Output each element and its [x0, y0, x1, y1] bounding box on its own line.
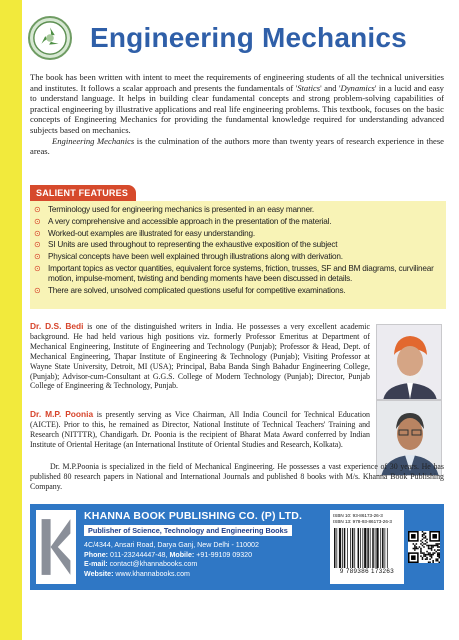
author-name-bedi: Dr. D.S. Bedi — [30, 321, 84, 331]
description-paragraph-2: Engineering Mechanics is the culmination of the authors more than twenty years of research experience in these areas. — [30, 135, 445, 157]
author-extra-poonia: Dr. M.P.Poonia is specialized in the field of Mechanical Engineering. He possesses a vast experience of 30 years. He has published 80 research papers in National and International Journals and published 8 books with M/s. Khanna Book Publishing Company. — [30, 462, 444, 491]
bullet-icon: ⊙ — [34, 228, 41, 238]
book-title: Engineering Mechanics — [90, 22, 407, 53]
bullet-icon: ⊙ — [34, 252, 41, 262]
qr-code — [408, 510, 440, 584]
bullet-icon: ⊙ — [34, 216, 41, 226]
publisher-website: Website: www.khannabooks.com — [84, 569, 190, 578]
recycle-eco-icon — [31, 19, 69, 57]
feature-item: ⊙ A very comprehensive and accessible approach in the presentation of the material. — [34, 216, 332, 226]
k-logo-icon — [38, 513, 74, 581]
feature-item: ⊙ Physical concepts have been well explained through illustrations along with derivation. — [34, 252, 343, 262]
author-photo-bedi — [376, 324, 442, 400]
publisher-block — [30, 504, 444, 590]
publisher-logo — [36, 510, 76, 584]
left-color-band — [0, 0, 22, 640]
salient-features-list — [30, 201, 446, 309]
feature-item: ⊙ Worked-out examples are illustrated for easy understanding. — [34, 228, 255, 238]
description-paragraph-1: The book has been written with intent to meet the requirements of engineering students of all the technical universities and institutes. It follows a scalar approach and presents the fundamentals of 'Statics' and 'Dynamics' in a lucid and easy to understand language. It helps in building clear fundamental concepts and strong problem-solving capabilities of practical engineering by illustrative applications and real life engineering problems. This textbook, focuses on the basic concepts of Engineering Mechanics for providing the fundamental knowledge required for understanding advanced subjects based on mechanics. — [30, 72, 444, 135]
isbn-13: ISBN 13: 978-93-86173-26-3 — [333, 519, 392, 524]
publisher-address: 4C/4344, Ansari Road, Darya Ganj, New Delhi - 110002 — [84, 541, 259, 549]
feature-item: ⊙ Important topics as vector quantities, equivalent force systems, friction, trusses, SF and BM diagrams, curvilinear motion, impulse-moment, twisting and bending moments have been discussed in details. — [34, 263, 434, 284]
publisher-contact — [84, 541, 259, 579]
isbn-10: ISBN 10: 93-86173-26-3 — [333, 513, 383, 518]
barcode-icon — [333, 528, 401, 568]
barcode-number: 9 789386 173263 — [339, 568, 395, 575]
book-description — [30, 72, 444, 157]
qr-code-icon — [408, 531, 440, 563]
isbn-barcode-box — [330, 510, 404, 584]
feature-item: ⊙ There are solved, unsolved complicated questions useful for competitive examinations. — [34, 285, 346, 295]
salient-features-heading: SALIENT FEATURES — [30, 185, 136, 201]
bullet-icon: ⊙ — [34, 205, 41, 214]
publisher-phone: Phone: 011-23244447-48, Mobile: +91-99109 09320 — [84, 550, 253, 559]
bullet-icon: ⊙ — [34, 285, 41, 295]
author-bio-bedi: Dr. D.S. Bedi is one of the distinguished writers in India. He possesses a very excellent academic background. He had held various high positions viz. formerly Professor Emeritus at Department of Mechanical Engineering, Institute of Engineering and Technology (Punjab); Professor & Head, Dept. of Mechanical Engineering, Thapar Institute of Engineering & Technology (Punjab); Visiting Professor at Wayne State University, Detroit, MI (USA); Principal, Baba Banda Singh Bahadur Engineering College, (Punjab); Advisor-cum-Consultant at G.G.S. College of Modern Technology (Punjab); Director, Punjab College of Engineering & Technology, Punjab. — [30, 321, 371, 391]
eco-friendly-logo — [28, 16, 72, 60]
publisher-tagline: Publisher of Science, Technology and Engineering Books — [84, 525, 292, 536]
author-bio-poonia: Dr. M.P. Poonia is presently serving as Vice Chairman, All India Council for Technical Education (AICTE). Prior to this, he remained as Director, National Institute of Technical Teachers' Training and Research (NITTTR), Chandigarh. Dr. Poonia is the recipient of Bharat Mata Award conferred by Indian Institute of Oriental Heritage (an International Institute of Oriental Studies and Research, Kolkata). — [30, 409, 370, 449]
feature-item: ⊙ Terminology used for engineering mechanics is presented in an easy manner. — [34, 205, 315, 214]
publisher-email: E-mail: contact@khannabooks.com — [84, 560, 198, 568]
publisher-name: KHANNA BOOK PUBLISHING CO. (P) LTD. — [84, 510, 303, 522]
author-name-poonia: Dr. M.P. Poonia — [30, 409, 94, 419]
feature-item: ⊙ SI Units are used throughout to representing the exhaustive exposition of the subject — [34, 240, 338, 250]
bullet-icon: ⊙ — [34, 240, 41, 250]
bullet-icon: ⊙ — [34, 263, 41, 273]
